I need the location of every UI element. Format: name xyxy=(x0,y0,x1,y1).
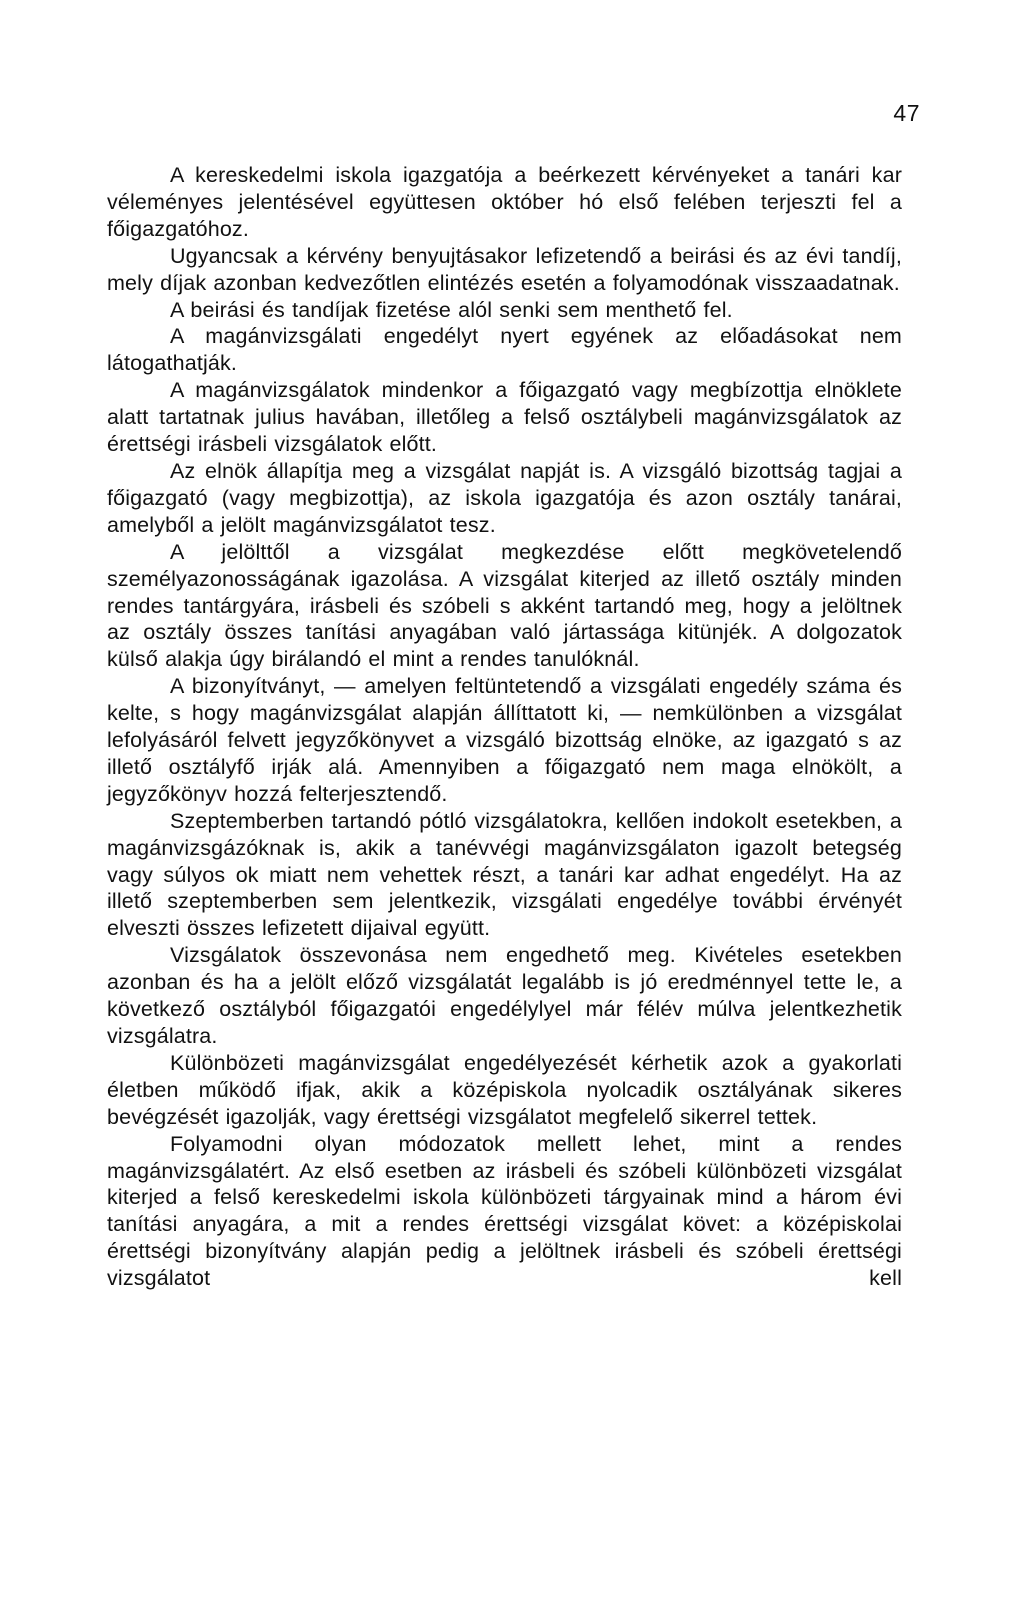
paragraph: A magánvizsgálatok mindenkor a főigazgató vagy megbízottja elnöklete alatt tartatnak julius havában, illetőleg a felső osztálybeli magánvizsgálatok az érettségi irásbeli vizsgálatok előtt. xyxy=(107,378,902,457)
page-number: 47 xyxy=(893,100,920,126)
paragraph: Folyamodni olyan módozatok mellett lehet, mint a rendes magánvizsgálatért. Az első esetben az irásbeli és szóbeli különbözeti vizsgálat kiterjed a felső kereskedelmi iskola különbözeti tárgyainak mind a három évi tanítási anyagára, a mit a rendes érettségi vizsgálat követ: a középiskolai érettségi bizonyítvány alapján pedig a jelöltnek irásbeli és szóbeli érettségi vizsgálatot kell xyxy=(107,1131,902,1291)
paragraph: A kereskedelmi iskola igazgatója a beérkezett kérvényeket a tanári kar véleményes jelentésével együttesen október hó első felében terjeszti fel a főigazgatóhoz. xyxy=(107,163,902,241)
paragraph: Vizsgálatok összevonása nem engedhető meg. Kivételes esetekben azonban és ha a jelölt előző vizsgálatát legalább is jó eredménnyel tette le, a következő osztályból főigazgatói engedélylyel már félév múlva jelentkezhetik vizsgálatra. xyxy=(107,943,902,1048)
paragraph: A jelölttől a vizsgálat megkezdése előtt megkövetelendő személyazonosságának igazolása. A vizsgálat kiterjed az illető osztály minden rendes tantárgyára, irásbeli és szóbeli s akként tartandó meg, hogy a jelöltnek az osztály összes tanítási anyagában való jártassága kitünjék. A dolgozatok külső alakja úgy birálandó el mint a rendes tanulóknál. xyxy=(107,539,902,672)
paragraph: Szeptemberben tartandó pótló vizsgálatokra, kellően indokolt esetekben, a magánvizsgázóknak is, akik a tanévvégi magánvizsgálaton igazolt betegség vagy súlyos ok miatt nem vehettek részt, a tanári kar adhat engedélyt. Ha az illető szeptemberben sem jelentkezik, vizsgálati engedélye további érvényét elveszti összes lefizetett dijaival együtt. xyxy=(107,808,902,941)
paragraph: Ugyancsak a kérvény benyujtásakor lefizetendő a beirási és az évi tandíj, mely díjak azonban kedvezőtlen elintézés esetén a folyamodónak visszaadatnak. xyxy=(107,243,902,295)
paragraph: A magánvizsgálati engedélyt nyert egyének az előadásokat nem látogathatják. xyxy=(107,324,902,376)
paragraph: Különbözeti magánvizsgálat engedélyezését kérhetik azok a gyakorlati életben működő ifjak, akik a középiskola nyolcadik osztályának sikeres bevégzését igazolják, vagy érettségi vizsgálatot megfelelő sikerrel tettek. xyxy=(107,1050,902,1129)
body-text xyxy=(107,162,902,1292)
paragraph: A bizonyítványt, — amelyen feltüntetendő a vizsgálati engedély száma és kelte, s hogy magánvizsgálat alapján állíttatott ki, — nemkülönben a vizsgálat lefolyásáról felvett jegyzőkönyvet a vizsgáló bizottság elnöke, az igazgató s az illető osztályfő irják alá. Amennyiben a főigazgató nem maga elnökölt, a jegyzőkönyv hozzá felterjesztendő. xyxy=(107,674,902,806)
paragraph: A beirási és tandíjak fizetése alól senki sem menthető fel. xyxy=(170,297,733,322)
paragraph: Az elnök állapítja meg a vizsgálat napját is. A vizsgáló bizottság tagjai a főigazgató (vagy megbizottja), az iskola igazgatója és azon osztály tanárai, amelyből a jelölt magánvizsgálatot tesz. xyxy=(107,458,902,537)
